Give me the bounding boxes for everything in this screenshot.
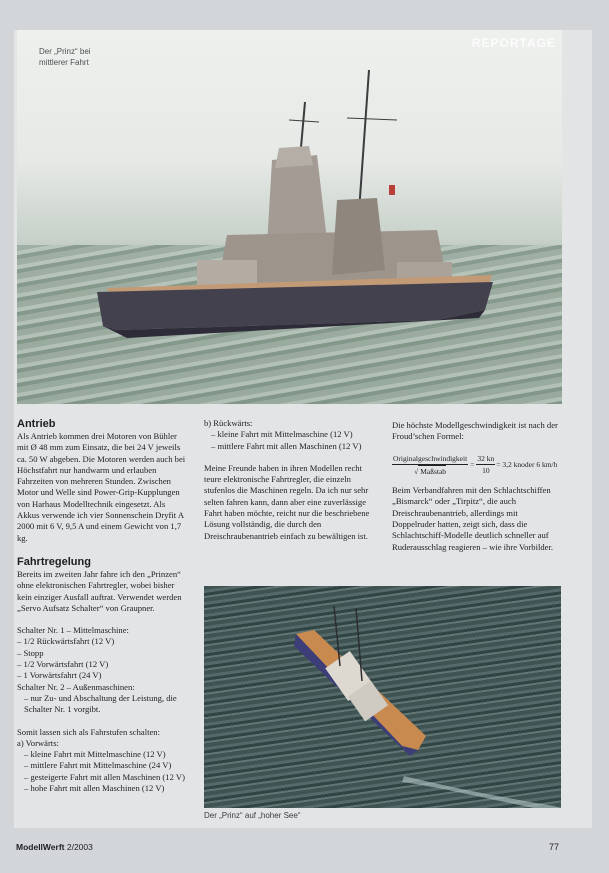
- heading-fahrtregelung: Fahrtregelung: [17, 555, 91, 568]
- page-number: 77: [549, 842, 560, 852]
- magazine-name: ModellWerft: [16, 842, 65, 852]
- schalter1-item: – 1 Vorwärtsfahrt (24 V): [17, 670, 102, 681]
- photo-caption-bottom: Der „Prinz“ auf „hoher See“: [204, 811, 301, 820]
- schalter2-title: Schalter Nr. 2 – Außenmaschinen:: [17, 681, 135, 692]
- column-right: [392, 420, 562, 553]
- issue-number: 2/2003: [66, 842, 93, 852]
- ship-photo-bottom: [204, 586, 561, 808]
- ship-photo-top: [17, 30, 562, 404]
- battleship-illustration: [17, 30, 562, 404]
- formula-fraction-left: $\frac{\text{Originalgeschwindigkeit}}{\text{√ Maßstab}}$: [393, 453, 468, 476]
- formula-intro: Die höchste Modellgeschwindigkeit ist nach der Froud’schen Formel:: [392, 420, 558, 442]
- schalter1-item: – Stopp: [17, 647, 44, 658]
- schalter1-title: Schalter Nr. 1 – Mittelmaschine:: [17, 625, 129, 636]
- vorwaerts-item: – hohe Fahrt mit allen Maschinen (12 V): [24, 783, 165, 794]
- column-left: [17, 418, 187, 794]
- formula-result: = 3,2 knoder 6 km/h: [496, 460, 558, 470]
- fahrtregelung-intro: Bereits im zweiten Jahr fahre ich den „Prinzen“ ohne elektronischen Fahrtregler, wobei bisher kein einziger Ausfall auftrat. Verwendet werden „Servo Aufsatz Schalter“ von Graupner.: [17, 568, 182, 613]
- vorwaerts-item: – mittlere Fahrt mit Mittelmaschine (24 V): [24, 760, 172, 771]
- vorwaerts-item: – kleine Fahrt mit Mittelmaschine (12 V): [24, 749, 166, 760]
- column2-text: Meine Freunde haben in ihren Modellen recht teure elektronische Fahrtregler, die einzeln stufenlos die Maschinen regeln. Da ich nur sehr selten fahren kann, dann aber eine zuverlässige Fahrt haben möchte, reicht nur die beschriebene Lösung vollständig, die durch den Dreischraubenantrieb einfach zu bewältigen ist.: [204, 462, 370, 541]
- fahrstufen-intro: Somit lassen sich als Fahrstufen schalten:: [17, 726, 160, 737]
- schalter1-item: – 1/2 Vorwärtsfahrt (12 V): [17, 659, 109, 670]
- froude-formula: $\frac{\text{Originalgeschwindigkeit}}{\text{√ Maßstab}}$ = $\frac{32 kn}{10}$ = 3,2 knoder 6 km/h: [393, 453, 558, 476]
- column-middle: [204, 418, 376, 542]
- battleship-topview-illustration: [204, 586, 561, 808]
- vorwaerts-title: a) Vorwärts:: [17, 737, 59, 748]
- antrieb-text: Als Antrieb kommen drei Motoren von Bühler mit Ø 48 mm zum Einsatz, die bei 24 V jeweils ca. 50 W abgeben. Die Motoren werden auch bei Höchstfahrt nur handwarm und erlauben Fahrzeiten von mehreren Stunden. Zwischen Motor und Welle sind Power-Grip-Kupplungen von Harhaus Modelltechnik eingesetzt. Als Akkus verwende ich vier Sonnenschein Dryfit A 2000 mit 6 V, 9,5 A und einem Gewicht von 1,7 kg.: [17, 431, 186, 543]
- footer-magazine: [16, 842, 93, 852]
- rueckwaerts-item: – mittlere Fahrt mit allen Maschinen (12 V): [211, 440, 362, 451]
- column3-text: Beim Verbandfahren mit den Schlachtschiffen „Bismarck“ oder „Tirpitz“, die auch Dreischraubenantrieb, allerdings mit Doppelruder hatten, zeigt sich, dass die Schlachtschiff-Modelle deutlich schneller auf Ruderausschlag reagieren – wie ihre Vorbilder.: [392, 485, 554, 552]
- rueckwaerts-item: – kleine Fahrt mit Mittelmaschine (12 V): [211, 429, 353, 440]
- formula-fraction-right: $\frac{32 kn}{10}$: [477, 454, 495, 476]
- photo-caption-top: Der „Prinz“ bei mittlerer Fahrt: [39, 47, 91, 67]
- schalter2-item: – nur Zu- und Abschaltung der Leistung, die Schalter Nr. 1 vorgibt.: [24, 692, 177, 715]
- schalter1-item: – 1/2 Rückwärtsfahrt (12 V): [17, 636, 115, 647]
- rueckwaerts-title: b) Rückwärts:: [204, 418, 253, 428]
- heading-antrieb: Antrieb: [17, 418, 56, 430]
- vorwaerts-item: – gesteigerte Fahrt mit allen Maschinen (12 V): [24, 771, 185, 782]
- section-label: REPORTAGE: [471, 36, 556, 50]
